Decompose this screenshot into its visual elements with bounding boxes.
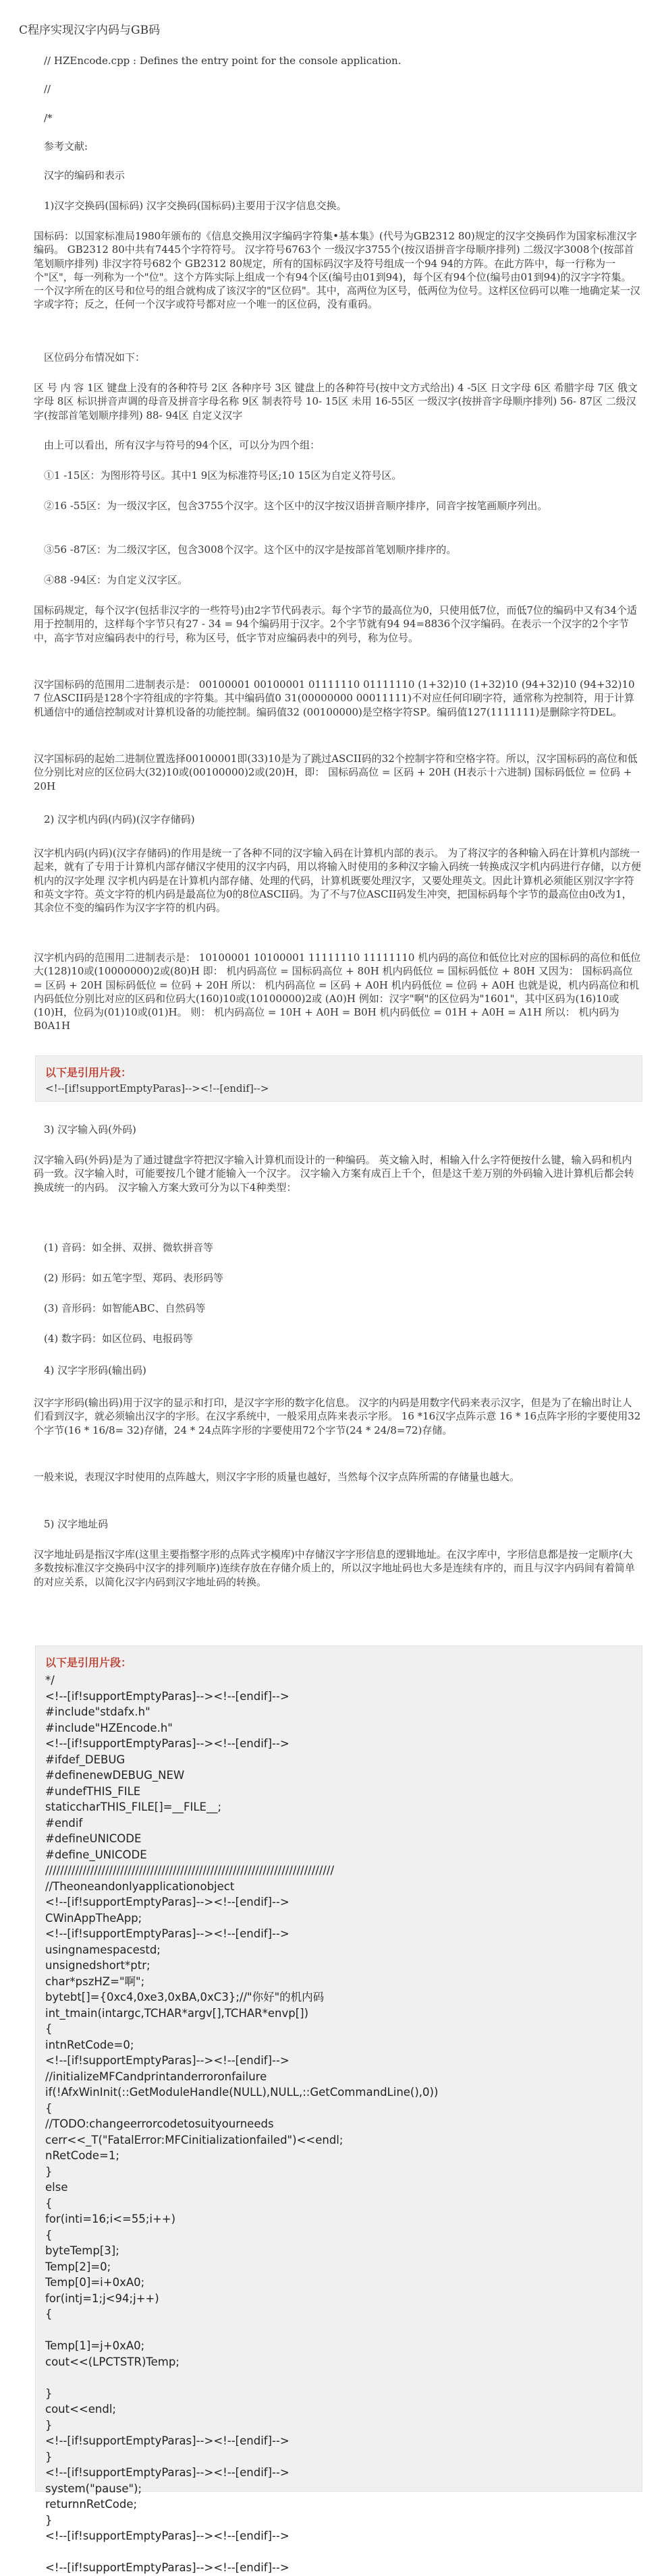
code-line: #include"stdafx.h" [45,1705,150,1718]
code-line: byteTemp[3]; [45,2244,119,2257]
references-label: 参考文献: [44,140,88,152]
section-heading: 5) 汉字地址码 [44,1518,109,1530]
code-line: //TODO:changeerrorcodetosuityourneeds [45,2117,274,2130]
code-line: #endif [45,1816,83,1829]
code-line: <!--[if!supportEmptyParas]--><!--[endif]--> [45,1737,289,1750]
code-line: returnnRetCode; [45,2498,138,2511]
code-line [45,2370,632,2386]
code-line: <!--[if!supportEmptyParas]--><!--[endif]--> [45,2466,289,2479]
paragraph: 汉字字形码(输出码)用于汉字的显示和打印，是汉字字形的数字化信息。 汉字的内码是用数字代码来表示汉字，但是为了在输出时让人们看到汉字，就必须输出汉字的字形。在汉字系统中，一般采用点阵来表示字形。 16 *16汉字点阵示意 16 * 16点阵字形的字要使用32个字节(16 * 16/8= 32)存储，24 * 24点阵字形的字要使用72个字节(24 * 24/8=72)存储。 [34,1397,641,1436]
code-line: int_tmain(intargc,TCHAR*argv[],TCHAR*envp[]) [45,2006,309,2020]
code-line: usingnamespacestd; [45,1943,161,1956]
list-item: ③56 -87区：为二级汉字区，包含3008个汉字。这个区中的汉字是按部首笔划顺序排序的。 [44,544,457,556]
code-comment-line: /* [44,112,53,124]
code-line: { [45,2101,53,2115]
code-quote-box [35,1645,642,2574]
paragraph: 汉字地址码是指汉字库(这里主要指整字形的点阵式字模库)中存储汉字字形信息的逻辑地址。在汉字库中，字形信息都是按一定顺序(大多数按标准汉字交换码中汉字的排列顺序)连续存放在存储介质上的，所以汉字地址码也大多是连续有序的，而且与汉字内码间有着简单的对应关系，以简化汉字内码到汉字地址码的转换。 [34,1548,635,1588]
code-line: } [45,2418,53,2432]
code-line: } [45,2387,53,2400]
list-item: ②16 -55区：为一级汉字区，包含3755个汉字。这个区中的汉字按汉语拼音顺序排序，同音字按笔画顺序列出。 [44,500,548,512]
code-line: <!--[if!supportEmptyParas]--><!--[endif]--> [45,2434,289,2447]
section-heading: 4) 汉字字形码(输出码) [44,1364,146,1376]
code-line: staticcharTHIS_FILE[]=__FILE__; [45,1801,222,1813]
code-line: CWinAppTheApp; [45,1911,142,1925]
code-line: <!--[if!supportEmptyParas]--><!--[endif]--> [45,2054,289,2067]
list-item: (1) 音码：如全拼、双拼、微软拼音等 [44,1241,214,1254]
code-comment-line: // [44,83,51,95]
code-line: <!--[if!supportEmptyParas]--><!--[endif]--> [45,1896,289,1908]
paragraph-gb-code: 国标码：以国家标准局1980年颁布的《信息交换用汉字编码字符集•基本集》(代号为GB2312 80)规定的汉字交换码作为国家标准汉字编码。 GB2312 80中共有7445个字符符号。 汉字符号6763个 一级汉字3755个(按汉语拼音字母顺序排列) 二级汉字3008个(按部首笔划顺序排列) 非汉字符号682个 GB2312 80规定，所有的国标码汉字及符号组成一个94 94的方阵。在此方阵中，每一行称为一个"区"，每一列称为一个"位"。这个方阵实际上组成一个有94个区(编号由01到94)，每个区有94个位(编号由01到94)的汉字字符集。 一个汉字所在的区号和位号的组合就构成了该汉字的"区位码"。其中，高两位为区号，低两位为位号。这样区位码可以唯一地确定某一汉字或字符；反之，任何一个汉字或符号都对应一个唯一的区位码，没有重码。 [34,230,640,311]
code-line: system("pause"); [45,2482,142,2495]
code-line: } [45,2165,53,2178]
paragraph: 汉字输入码(外码)是为了通过键盘字符把汉字输入计算机而设计的一种编码。 英文输入时，相输入什么字符便按什么键，输入码和机内码一致。汉字输入时，可能要按几个键才能输入一个汉字。 汉字输入方案有成百上千个，但是这千差万别的外码输入进计算机后都会转换成统一的内码。 汉字输入方案大致可分为以下4种类型： [34,1154,634,1194]
code-line: { [45,2308,53,2320]
list-item: ①1 -15区：为图形符号区。其中1 9区为标准符号区;10 15区为自定义符号区。 [44,469,402,481]
code-line: #definenewDEBUG_NEW [45,1769,185,1782]
section-heading: 2) 汉字机内码(内码)(汉字存储码) [44,813,195,825]
paragraph: 由上可以看出，所有汉字与符号的94个区，可以分为四个组： [44,439,321,451]
code-line: ///////////////////////////////////////////////////////////////////////////// [45,1864,335,1877]
quote-text: <!--[if!supportEmptyParas]--><!--[endif]--> [45,1082,269,1094]
code-line: #undefTHIS_FILE [45,1784,141,1798]
code-line: #define_UNICODE [45,1848,147,1861]
code-line [45,2322,632,2339]
paragraph-zone-table: 区 号 内 容 1区 键盘上没有的各种符号 2区 各种序号 3区 键盘上的各种符号(按中文方式给出) 4 -5区 日文字母 6区 希腊字母 7区 俄文字母 8区 标识拼音声调的母音及拼音字母名称 9区 制表符号 10- 15区 未用 16-55区 一级汉字(按拼音字母顺序排列) 56- 87区 二级汉字(按部首笔划顺序排列) 88- 94区 自定义汉字 [34,382,638,421]
code-line: { [45,2228,53,2242]
quote-label: 以下是引用片段： [45,1067,132,1079]
code-line: <!--[if!supportEmptyParas]--><!--[endif]--> [45,1689,289,1703]
code-line: #ifdef_DEBUG [45,1753,126,1766]
code-line: Temp[2]=0; [45,2260,111,2273]
code-line: } [45,2450,53,2463]
code-line: <!--[if!supportEmptyParas]--><!--[endif]--> [45,2561,289,2574]
code-line: } [45,2513,53,2527]
code-line [45,2544,632,2560]
code-line: char*pszHZ="啊"; [45,1974,145,1988]
list-item: (4) 数字码：如区位码、电报码等 [44,1333,194,1345]
paragraph: 一般来说，表现汉字时使用的点阵越大，则汉字字形的质量也越好，当然每个汉字点阵所需的存储量也越大。 [34,1471,520,1483]
code-line: <!--[if!supportEmptyParas]--><!--[endif]--> [45,2529,289,2542]
code-line: bytebt[]={0xc4,0xe3,0xBA,0xC3};//"你好"的机内码 [45,1991,325,2003]
code-line: //Theoneandonlyapplicationobject [45,1879,235,1893]
section-heading: 3) 汉字输入码(外码) [44,1123,136,1136]
code-line: unsignedshort*ptr; [45,1959,150,1972]
paragraph: 区位码分布情况如下： [44,351,146,363]
code-line: cout<<endl; [45,2403,116,2416]
code-line: #include"HZEncode.h" [45,1721,173,1734]
code-line: for(inti=16;i<=55;i++) [45,2213,176,2225]
quote-box [35,1055,642,1102]
code-comment-line: // HZEncode.cpp : Defines the entry point for the console application. [44,55,402,67]
code-line: for(intj=1;j<94;j++) [45,2291,159,2305]
code-line: Temp[1]=j+0xA0; [45,2339,145,2352]
section-heading: 汉字的编码和表示 [44,169,126,181]
paragraph: 国标码规定，每个汉字(包括非汉字的一些符号)由2字节代码表示。每个字节的最高位为0，只使用低7位，而低7位的编码中又有34个适用于控制用的，这样每个字节只有27 - 34 = 94个编码用于汉字。2个字节就有94 94=8836个汉字编码。在表示一个汉字的2个字节中，高字节对应编码表中的行号，称为区号，低字节对应编码表中的列号，称为位号。 [34,604,637,644]
code-line: if(!AfxWinInit(::GetModuleHandle(NULL),NULL,::GetCommandLine(),0)) [45,2086,439,2099]
code-line: cerr<<_T("FatalError:MFCinitializationfailed")<<endl; [45,2133,343,2146]
code-block [45,1672,632,2576]
list-item: (2) 形码：如五笔字型、郑码、表形码等 [44,1272,224,1284]
list-item: (3) 音形码：如智能ABC、自然码等 [44,1302,206,1314]
article-title: C程序实现汉字内码与GB码 [19,24,161,37]
code-line: //initializeMFCandprintanderroronfailure [45,2070,267,2083]
paragraph: 汉字国标码的范围用二进制表示是： 00100001 00100001 01111110 01111110 (1+32)10 (1+32)10 (94+32)10 (94+32)10 7 位ASCII码是128个字符组成的字符集。其中编码值0 31(00000000 00011111)不对应任何印刷字符，通常称为控制符，用于计算机通信中的通信控制或对计算机设备的功能控制。编码值32 (00100000)是空格字符SP。编码值127(1111111)是删除字符DEL。 [34,678,635,718]
section-heading: 1)汉字交换码(国标码) 汉字交换码(国标码)主要用于汉字信息交换。 [44,200,347,212]
code-line: Temp[0]=i+0xA0; [45,2276,145,2289]
paragraph: 汉字国标码的起始二进制位置选择00100001即(33)10是为了跳过ASCII码的32个控制字符和空格字符。所以，汉字国标码的高位和低位分别比对应的区位码大(32)10或(00100000)2或(20)H，即： 国标码高位 = 区码 + 20H (H表示十六进制) 国标码低位 = 位码 + 20H [34,753,638,792]
paragraph: 汉字机内码的范围用二进制表示是： 10100001 10100001 11111110 11111110 机内码的高位和低位比对应的国标码的高位和低位大(128)10或(10000000)2或(80)H 即： 机内码高位 = 国标码高位 + 80H 机内码低位 = 国标码低位 + 80H 又因为： 国标码高位 = 区码 + 20H 国标码低位 = 位码 + 20H 所以： 机内码高位 = 区码 + A0H 机内码低位 = 位码 + A0H 也就是说，机内码高位和机内码低位分别比对应的区码和位码大(160)10或(10100000)2或 (A0)H 例如：汉字"啊"的区位码为"1601"，其中区码为(16)10或(10)H，位码为(01)10或(01)H。 则： 机内码高位 = 10H + A0H = B0H 机内码低位 = 01H + A0H = A1H 所以： 机内码为 B0A1H [34,952,641,1032]
code-line: else [45,2181,68,2194]
code-line: <!--[if!supportEmptyParas]--><!--[endif]--> [45,1927,289,1940]
code-line: { [45,2022,53,2035]
code-line: cout<<(LPCTSTR)Temp; [45,2355,180,2368]
code-line: { [45,2196,53,2210]
quote-label: 以下是引用片段： [45,1658,132,1669]
code-line: intnRetCode=0; [45,2038,134,2051]
code-line: #defineUNICODE [45,1832,142,1845]
list-item: ④88 -94区：为自定义汉字区。 [44,574,188,586]
code-line: nRetCode=1; [45,2149,119,2162]
code-line: */ [45,1674,55,1687]
paragraph: 汉字机内码(内码)(汉字存储码)的作用是统一了各种不同的汉字输入码在计算机内部的表示。 为了将汉字的各种输入码在计算机内部统一起来，就有了专用于计算机内部存储汉字使用的汉字内码，用以将输入时使用的多种汉字输入码统一转换成汉字机内码进行存储，以方便机内的汉字处理 汉字机内码是在计算机内部存储、处理的代码，计算机既要处理汉字，又要处理英文。因此计算机必须能区别汉字字符和英文字符。英文字符的机内码是最高位为0的8位ASCII码。为了不与7位ASCII码发生冲突，把国标码每个字节的最高位由0改为1，其余位不变的编码作为汉字字符的机内码。 [34,847,642,914]
